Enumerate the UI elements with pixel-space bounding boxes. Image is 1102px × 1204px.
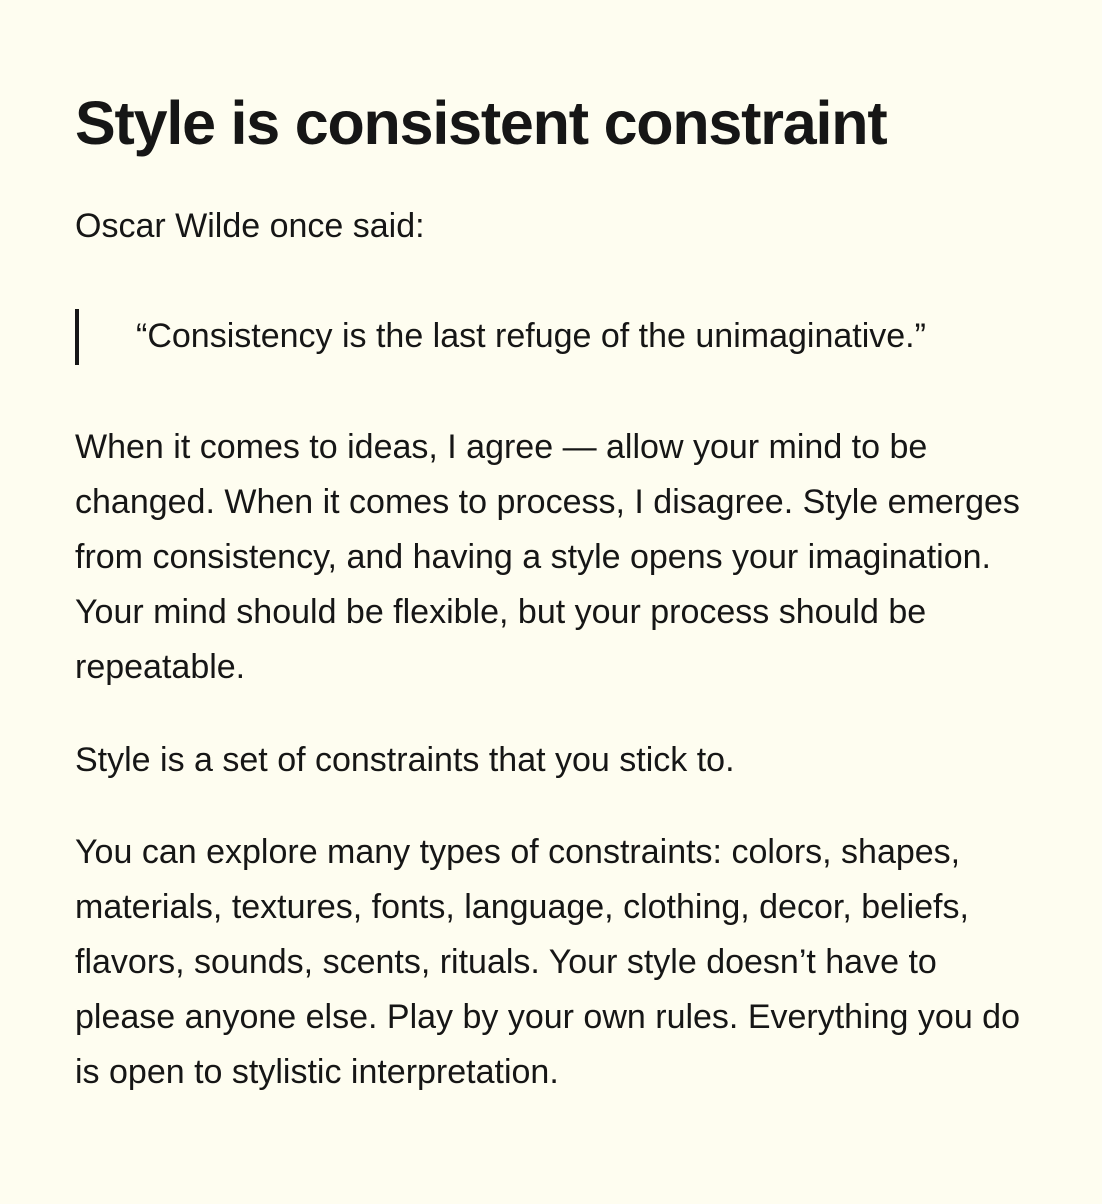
blockquote [75, 309, 1066, 365]
body-paragraph-2: Style is a set of constraints that you stick to. [75, 741, 735, 779]
body-paragraph-3: You can explore many types of constraints: colors, shapes, materials, textures, fonts, language, clothing, decor, beliefs, flavors, sounds, scents, rituals. Your style doesn’t have to please anyone else. Play by your own rules. Everything you do is open to stylistic interpretation. [75, 833, 1020, 1091]
article-title: Style is consistent constraint [75, 89, 887, 157]
body-paragraph-1: When it comes to ideas, I agree — allow your mind to be changed. When it comes to process, I disagree. Style emerges from consistency, and having a style opens your imagination. Your mind should be flexible, but your process should be repeatable. [75, 428, 1020, 686]
intro-paragraph: Oscar Wilde once said: [75, 207, 425, 245]
quote-text: “Consistency is the last refuge of the unimaginative.” [136, 317, 926, 355]
